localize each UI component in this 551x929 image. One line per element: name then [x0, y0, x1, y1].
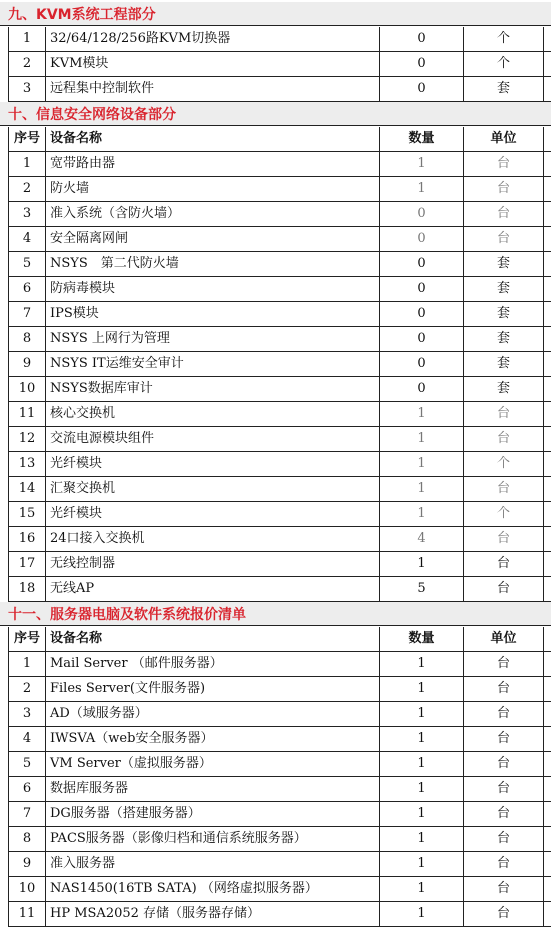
- row-qty-cell[interactable]: 1: [380, 702, 464, 727]
- row-no-cell[interactable]: 1: [8, 152, 46, 177]
- row-no-cell[interactable]: 3: [8, 202, 46, 227]
- empty-cell[interactable]: [544, 227, 551, 252]
- row-qty-cell[interactable]: 0: [380, 302, 464, 327]
- row-unit-cell[interactable]: 套: [464, 327, 544, 352]
- row-unit-cell[interactable]: 台: [464, 652, 544, 677]
- table-row: [0, 527, 551, 552]
- table-row: [0, 827, 551, 852]
- row-qty-cell[interactable]: 1: [380, 777, 464, 802]
- row-unit-cell[interactable]: 台: [464, 752, 544, 777]
- table-row: [0, 727, 551, 752]
- row-qty-cell[interactable]: 1: [380, 752, 464, 777]
- row-qty-cell[interactable]: 1: [380, 827, 464, 852]
- table-row: [0, 277, 551, 302]
- empty-cell[interactable]: [544, 877, 551, 902]
- row-unit-cell[interactable]: 台: [464, 852, 544, 877]
- row-no-cell[interactable]: 18: [8, 577, 46, 602]
- row-name-cell[interactable]: IWSVA（web安全服务器）: [46, 727, 380, 752]
- row-qty-cell[interactable]: 5: [380, 577, 464, 602]
- row-no-cell[interactable]: 2: [8, 677, 46, 702]
- row-unit-cell[interactable]: 台: [464, 902, 544, 927]
- table-row: [0, 302, 551, 327]
- header-no-cell[interactable]: 序号: [8, 627, 46, 652]
- row-unit-cell[interactable]: 套: [464, 377, 544, 402]
- row-no-cell[interactable]: 8: [8, 327, 46, 352]
- empty-cell[interactable]: [544, 827, 551, 852]
- table-row: [0, 77, 551, 102]
- row-name-cell[interactable]: 24口接入交换机: [46, 527, 380, 552]
- table-row: [0, 377, 551, 402]
- row-unit-cell[interactable]: 台: [464, 777, 544, 802]
- row-no-cell[interactable]: 1: [8, 652, 46, 677]
- empty-cell[interactable]: [544, 427, 551, 452]
- table-row: [0, 27, 551, 52]
- row-no-cell[interactable]: 13: [8, 452, 46, 477]
- empty-cell[interactable]: [544, 527, 551, 552]
- row-no-cell[interactable]: 15: [8, 502, 46, 527]
- table-row: [0, 802, 551, 827]
- table-row: [0, 152, 551, 177]
- row-unit-cell[interactable]: 台: [464, 152, 544, 177]
- table-header-row: [0, 627, 551, 652]
- empty-cell[interactable]: [544, 802, 551, 827]
- row-unit-cell[interactable]: 台: [464, 202, 544, 227]
- row-name-cell[interactable]: NSYS IT运维安全审计: [46, 352, 380, 377]
- row-qty-cell[interactable]: 1: [380, 152, 464, 177]
- row-name-cell[interactable]: 宽带路由器: [46, 152, 380, 177]
- header-qty-cell[interactable]: 数量: [380, 627, 464, 652]
- row-no-cell[interactable]: 9: [8, 852, 46, 877]
- table-row: [0, 502, 551, 527]
- row-name-cell[interactable]: DG服务器（搭建服务器）: [46, 802, 380, 827]
- empty-cell[interactable]: [544, 552, 551, 577]
- row-name-cell[interactable]: Files Server(文件服务器): [46, 677, 380, 702]
- row-name-cell[interactable]: 交流电源模块组件: [46, 427, 380, 452]
- row-qty-cell[interactable]: 0: [380, 327, 464, 352]
- row-no-cell[interactable]: 5: [8, 252, 46, 277]
- table-row: [0, 427, 551, 452]
- row-qty-cell[interactable]: 0: [380, 52, 464, 77]
- empty-cell[interactable]: [544, 477, 551, 502]
- row-name-cell[interactable]: 防病毒模块: [46, 277, 380, 302]
- table-row: [0, 477, 551, 502]
- row-qty-cell[interactable]: 1: [380, 402, 464, 427]
- empty-cell[interactable]: [544, 177, 551, 202]
- row-qty-cell[interactable]: 1: [380, 477, 464, 502]
- row-name-cell[interactable]: 数据库服务器: [46, 777, 380, 802]
- row-no-cell[interactable]: 10: [8, 877, 46, 902]
- row-unit-cell[interactable]: 套: [464, 77, 544, 102]
- row-no-cell[interactable]: 17: [8, 552, 46, 577]
- row-name-cell[interactable]: KVM模块: [46, 52, 380, 77]
- row-qty-cell[interactable]: 0: [380, 202, 464, 227]
- row-qty-cell[interactable]: 1: [380, 877, 464, 902]
- row-qty-cell[interactable]: 1: [380, 677, 464, 702]
- row-unit-cell[interactable]: 台: [464, 427, 544, 452]
- table-row: [0, 452, 551, 477]
- row-no-cell[interactable]: 7: [8, 302, 46, 327]
- row-qty-cell[interactable]: 1: [380, 902, 464, 927]
- row-no-cell[interactable]: 12: [8, 427, 46, 452]
- header-unit-cell[interactable]: 单位: [464, 127, 544, 152]
- row-unit-cell[interactable]: 个: [464, 502, 544, 527]
- row-unit-cell[interactable]: 个: [464, 452, 544, 477]
- row-name-cell[interactable]: 光纤模块: [46, 502, 380, 527]
- empty-cell[interactable]: [544, 277, 551, 302]
- row-name-cell[interactable]: 远程集中控制软件: [46, 77, 380, 102]
- row-qty-cell[interactable]: 1: [380, 427, 464, 452]
- row-name-cell[interactable]: 光纤模块: [46, 452, 380, 477]
- section-title-row: [0, 102, 551, 126]
- row-no-cell[interactable]: 14: [8, 477, 46, 502]
- row-no-cell[interactable]: 10: [8, 377, 46, 402]
- row-no-cell[interactable]: 6: [8, 777, 46, 802]
- row-no-cell[interactable]: 9: [8, 352, 46, 377]
- table-row: [0, 552, 551, 577]
- row-name-cell[interactable]: NSYS数据库审计: [46, 377, 380, 402]
- row-name-cell[interactable]: 准入系统（含防火墙）: [46, 202, 380, 227]
- row-no-cell[interactable]: 4: [8, 727, 46, 752]
- row-name-cell[interactable]: HP MSA2052 存储（服务器存储）: [46, 902, 380, 927]
- empty-cell[interactable]: [544, 77, 551, 102]
- row-qty-cell[interactable]: 1: [380, 177, 464, 202]
- row-qty-cell[interactable]: 0: [380, 77, 464, 102]
- row-unit-cell[interactable]: 个: [464, 52, 544, 77]
- table-row: [0, 202, 551, 227]
- table-row: [0, 752, 551, 777]
- section-title: 九、KVM系统工程部分: [8, 7, 156, 23]
- row-unit-cell[interactable]: 台: [464, 527, 544, 552]
- row-no-cell[interactable]: 7: [8, 802, 46, 827]
- row-no-cell[interactable]: 1: [8, 27, 46, 52]
- row-unit-cell[interactable]: 台: [464, 552, 544, 577]
- row-no-cell[interactable]: 8: [8, 827, 46, 852]
- row-unit-cell[interactable]: 台: [464, 477, 544, 502]
- row-name-cell[interactable]: 准入服务器: [46, 852, 380, 877]
- empty-cell[interactable]: [544, 127, 551, 152]
- section-title-row: [0, 602, 551, 626]
- table-row: [0, 852, 551, 877]
- row-no-cell[interactable]: 2: [8, 52, 46, 77]
- row-unit-cell[interactable]: 台: [464, 227, 544, 252]
- empty-cell[interactable]: [544, 27, 551, 52]
- row-no-cell[interactable]: 11: [8, 402, 46, 427]
- empty-cell[interactable]: [544, 577, 551, 602]
- row-qty-cell[interactable]: 0: [380, 252, 464, 277]
- row-qty-cell[interactable]: 1: [380, 552, 464, 577]
- table-row: [0, 702, 551, 727]
- row-unit-cell[interactable]: 台: [464, 402, 544, 427]
- row-qty-cell[interactable]: 4: [380, 527, 464, 552]
- empty-cell[interactable]: [544, 652, 551, 677]
- row-unit-cell[interactable]: 台: [464, 677, 544, 702]
- header-no-cell[interactable]: 序号: [8, 127, 46, 152]
- row-name-cell[interactable]: NSYS 上网行为管理: [46, 327, 380, 352]
- row-qty-cell[interactable]: 0: [380, 27, 464, 52]
- row-qty-cell[interactable]: 0: [380, 377, 464, 402]
- empty-cell[interactable]: [544, 502, 551, 527]
- table-row: [0, 577, 551, 602]
- row-qty-cell[interactable]: 0: [380, 227, 464, 252]
- row-name-cell[interactable]: NSYS 第二代防火墙: [46, 252, 380, 277]
- table-header-row: [0, 127, 551, 152]
- row-unit-cell[interactable]: 个: [464, 27, 544, 52]
- row-no-cell[interactable]: 3: [8, 77, 46, 102]
- empty-cell[interactable]: [544, 52, 551, 77]
- empty-cell[interactable]: [544, 852, 551, 877]
- section-title-row: [0, 2, 551, 26]
- header-name-cell[interactable]: 设备名称: [46, 127, 380, 152]
- row-qty-cell[interactable]: 0: [380, 277, 464, 302]
- table-row: [0, 177, 551, 202]
- empty-cell[interactable]: [544, 627, 551, 652]
- row-unit-cell[interactable]: 台: [464, 827, 544, 852]
- empty-cell[interactable]: [544, 202, 551, 227]
- row-no-cell[interactable]: 2: [8, 177, 46, 202]
- empty-cell[interactable]: [544, 702, 551, 727]
- table-row: [0, 677, 551, 702]
- row-no-cell[interactable]: 6: [8, 277, 46, 302]
- row-no-cell[interactable]: 16: [8, 527, 46, 552]
- row-name-cell[interactable]: 核心交换机: [46, 402, 380, 427]
- table-row: [0, 902, 551, 927]
- row-name-cell[interactable]: AD（域服务器）: [46, 702, 380, 727]
- empty-cell[interactable]: [544, 402, 551, 427]
- row-no-cell[interactable]: 5: [8, 752, 46, 777]
- table-row: [0, 652, 551, 677]
- empty-cell[interactable]: [544, 152, 551, 177]
- row-name-cell[interactable]: Mail Server （邮件服务器）: [46, 652, 380, 677]
- row-unit-cell[interactable]: 台: [464, 727, 544, 752]
- table-row: [0, 402, 551, 427]
- row-no-cell[interactable]: 11: [8, 902, 46, 927]
- row-name-cell[interactable]: 无线控制器: [46, 552, 380, 577]
- empty-cell[interactable]: [544, 452, 551, 477]
- table-row: [0, 327, 551, 352]
- row-no-cell[interactable]: 4: [8, 227, 46, 252]
- row-qty-cell[interactable]: 1: [380, 452, 464, 477]
- row-unit-cell[interactable]: 套: [464, 252, 544, 277]
- empty-cell[interactable]: [544, 327, 551, 352]
- row-qty-cell[interactable]: 1: [380, 802, 464, 827]
- row-unit-cell[interactable]: 台: [464, 177, 544, 202]
- empty-cell[interactable]: [544, 727, 551, 752]
- row-qty-cell[interactable]: 0: [380, 352, 464, 377]
- row-unit-cell[interactable]: 台: [464, 877, 544, 902]
- table-row: [0, 352, 551, 377]
- row-unit-cell[interactable]: 套: [464, 302, 544, 327]
- table-row: [0, 227, 551, 252]
- row-qty-cell[interactable]: 1: [380, 652, 464, 677]
- row-unit-cell[interactable]: 台: [464, 702, 544, 727]
- header-unit-cell[interactable]: 单位: [464, 627, 544, 652]
- empty-cell[interactable]: [544, 252, 551, 277]
- row-unit-cell[interactable]: 套: [464, 352, 544, 377]
- row-qty-cell[interactable]: 1: [380, 852, 464, 877]
- row-name-cell[interactable]: 汇聚交换机: [46, 477, 380, 502]
- row-name-cell[interactable]: NAS1450(16TB SATA) （网络虚拟服务器）: [46, 877, 380, 902]
- empty-cell[interactable]: [544, 302, 551, 327]
- row-name-cell[interactable]: PACS服务器（影像归档和通信系统服务器）: [46, 827, 380, 852]
- table-row: [0, 252, 551, 277]
- section-title: 十一、服务器电脑及软件系统报价清单: [8, 607, 246, 623]
- row-name-cell[interactable]: 安全隔离网闸: [46, 227, 380, 252]
- row-name-cell[interactable]: 32/64/128/256路KVM切换器: [46, 27, 380, 52]
- header-qty-cell[interactable]: 数量: [380, 127, 464, 152]
- empty-cell[interactable]: [544, 777, 551, 802]
- row-no-cell[interactable]: 3: [8, 702, 46, 727]
- row-unit-cell[interactable]: 套: [464, 277, 544, 302]
- row-name-cell[interactable]: 防火墙: [46, 177, 380, 202]
- empty-cell[interactable]: [544, 677, 551, 702]
- empty-cell[interactable]: [544, 377, 551, 402]
- table-row: [0, 777, 551, 802]
- row-unit-cell[interactable]: 台: [464, 802, 544, 827]
- empty-cell[interactable]: [544, 902, 551, 927]
- header-name-cell[interactable]: 设备名称: [46, 627, 380, 652]
- empty-cell[interactable]: [544, 352, 551, 377]
- row-name-cell[interactable]: IPS模块: [46, 302, 380, 327]
- table-row: [0, 52, 551, 77]
- empty-cell[interactable]: [544, 752, 551, 777]
- row-name-cell[interactable]: 无线AP: [46, 577, 380, 602]
- section-title: 十、信息安全网络设备部分: [8, 107, 176, 123]
- row-unit-cell[interactable]: 台: [464, 577, 544, 602]
- row-qty-cell[interactable]: 1: [380, 727, 464, 752]
- table-row: [0, 877, 551, 902]
- row-qty-cell[interactable]: 1: [380, 502, 464, 527]
- row-name-cell[interactable]: VM Server（虚拟服务器）: [46, 752, 380, 777]
